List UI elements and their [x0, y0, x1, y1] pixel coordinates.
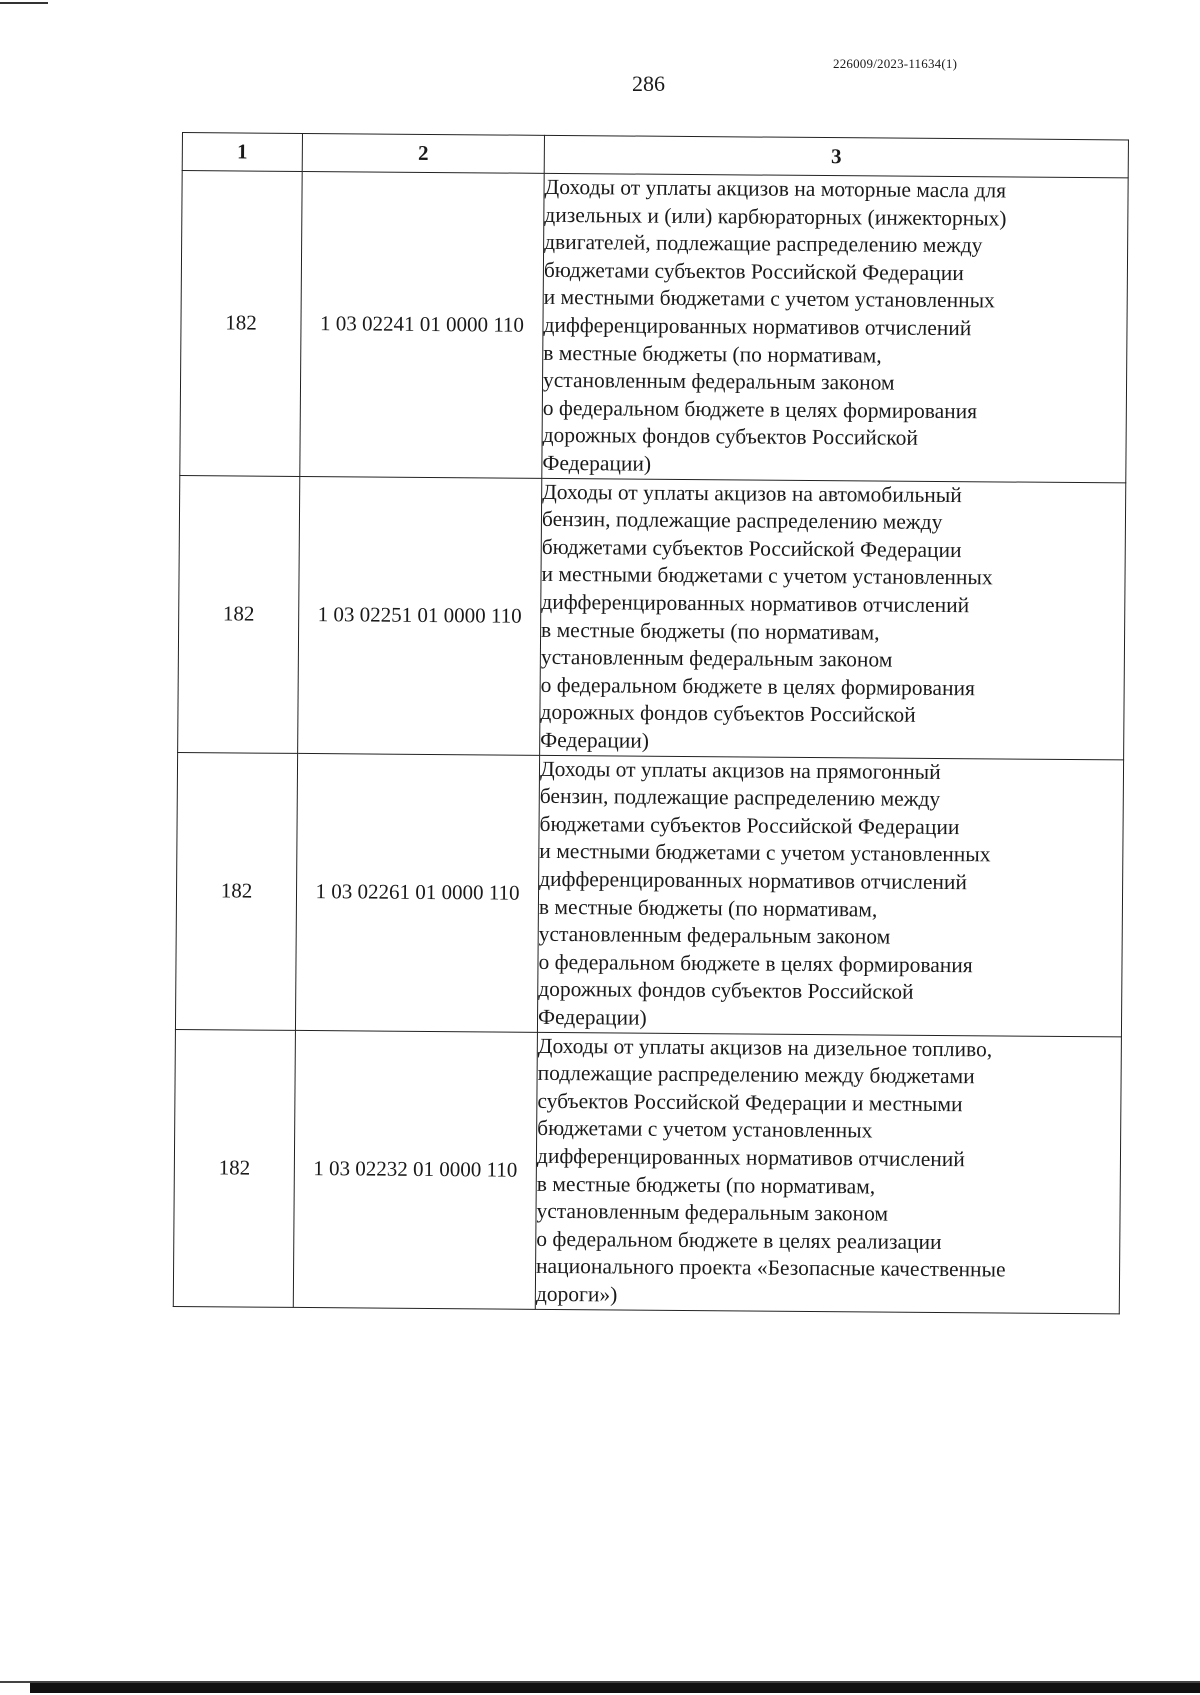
description-line: о федеральном бюджете в целях формирования — [538, 949, 973, 977]
description-line: субъектов Российской Федерации и местными — [537, 1088, 963, 1116]
description-line: установленным федеральным законом — [538, 921, 891, 949]
revenue-description-cell — [540, 478, 1126, 760]
description-line: и местными бюджетами с учетом установленных — [543, 285, 995, 313]
description-line: дифференцированных нормативов отчислений — [539, 866, 968, 895]
page-number: 286 — [632, 71, 665, 96]
description-line: в местные бюджеты (по нормативам, — [538, 894, 878, 921]
description-line: подлежащие распределению между бюджетами — [537, 1060, 975, 1089]
scan-bottom-bar — [30, 1683, 1200, 1693]
description-line: дорожных фондов субъектов Российской — [542, 423, 919, 451]
table-row — [180, 171, 1128, 483]
description-line: двигателей, подлежащие распределению между — [544, 230, 983, 258]
table-body — [173, 171, 1128, 1314]
description-line: установленным федеральным законом — [536, 1198, 889, 1226]
description-line: в местные бюджеты (по нормативам, — [541, 617, 880, 644]
description-line: дорожных фондов субъектов Российской — [538, 977, 914, 1005]
description-line: о федеральном бюджете в целях формирования — [540, 672, 976, 700]
admin-code-cell: 182 — [180, 171, 302, 476]
description-line: Доходы от уплаты акцизов на автомобильный — [542, 479, 962, 507]
description-line: бюджетами субъектов Российской Федерации — [543, 257, 964, 285]
revenue-code-cell: 1 03 02251 01 0000 110 — [298, 476, 542, 755]
description-line: в местные бюджеты (по нормативам, — [536, 1171, 876, 1198]
revenue-description-cell — [535, 1032, 1121, 1314]
description-line: национального проекта «Безопасные качественные — [536, 1254, 1006, 1282]
description-line: дифференцированных нормативов отчислений — [543, 312, 972, 341]
description-line: бензин, подлежащие распределению между — [539, 783, 941, 812]
description-line: Доходы от уплаты акцизов на прямогонный — [539, 756, 941, 784]
description-line: Доходы от уплаты акцизов на моторные масла для — [544, 174, 1007, 203]
revenue-description-cell — [537, 755, 1123, 1037]
description-line: о федеральном бюджете в целях формирования — [542, 395, 978, 424]
table-row — [173, 1029, 1121, 1313]
description-line: и местными бюджетами с учетом установленных — [539, 839, 991, 867]
description-line: бюджетами субъектов Российской Федерации — [539, 811, 960, 839]
admin-code-cell: 182 — [173, 1029, 295, 1307]
description-line: в местные бюджеты (по нормативам, — [543, 340, 882, 368]
revenue-codes-table — [173, 132, 1129, 1314]
description-line: бюджетами субъектов Российской Федерации — [541, 534, 962, 562]
revenue-code-cell: 1 03 02261 01 0000 110 — [295, 753, 539, 1032]
table-row — [175, 752, 1123, 1036]
revenue-code-cell: 1 03 02241 01 0000 110 — [300, 171, 544, 477]
table-row — [178, 475, 1126, 759]
description-line: Доходы от уплаты акцизов на дизельное топливо, — [537, 1033, 993, 1061]
description-line: и местными бюджетами с учетом установленных — [541, 562, 993, 590]
admin-code-cell: 182 — [175, 752, 297, 1030]
description-line: бензин, подлежащие распределению между — [541, 506, 943, 535]
description-line: дизельных и (или) карбюраторных (инжекторных) — [544, 202, 1007, 231]
description-line: дифференцированных нормативов отчислений — [536, 1143, 965, 1172]
column-header-3: 3 — [544, 135, 1128, 178]
revenue-description-cell — [542, 173, 1128, 482]
description-line: дифференцированных нормативов отчислений — [541, 589, 970, 618]
description-line: о федеральном бюджете в целях реализации — [536, 1226, 942, 1254]
description-line: Федерации) — [542, 450, 652, 476]
scan-edge-mark — [0, 2, 48, 4]
description-line: Федерации) — [540, 727, 650, 753]
description-line: бюджетами с учетом установленных — [537, 1116, 873, 1143]
revenue-code-cell: 1 03 02232 01 0000 110 — [293, 1030, 537, 1309]
document-id: 226009/2023-11634(1) — [833, 56, 958, 71]
admin-code-cell: 182 — [178, 475, 300, 753]
description-line: дорожных фондов субъектов Российской — [540, 700, 916, 728]
description-line: установленным федеральным законом — [542, 368, 895, 395]
column-header-1: 1 — [182, 133, 302, 172]
description-line: дороги») — [535, 1281, 618, 1307]
column-header-2: 2 — [302, 133, 544, 173]
description-line: установленным федеральным законом — [540, 644, 893, 672]
revenue-table-container — [173, 132, 1128, 1314]
description-line: Федерации) — [537, 1004, 647, 1030]
